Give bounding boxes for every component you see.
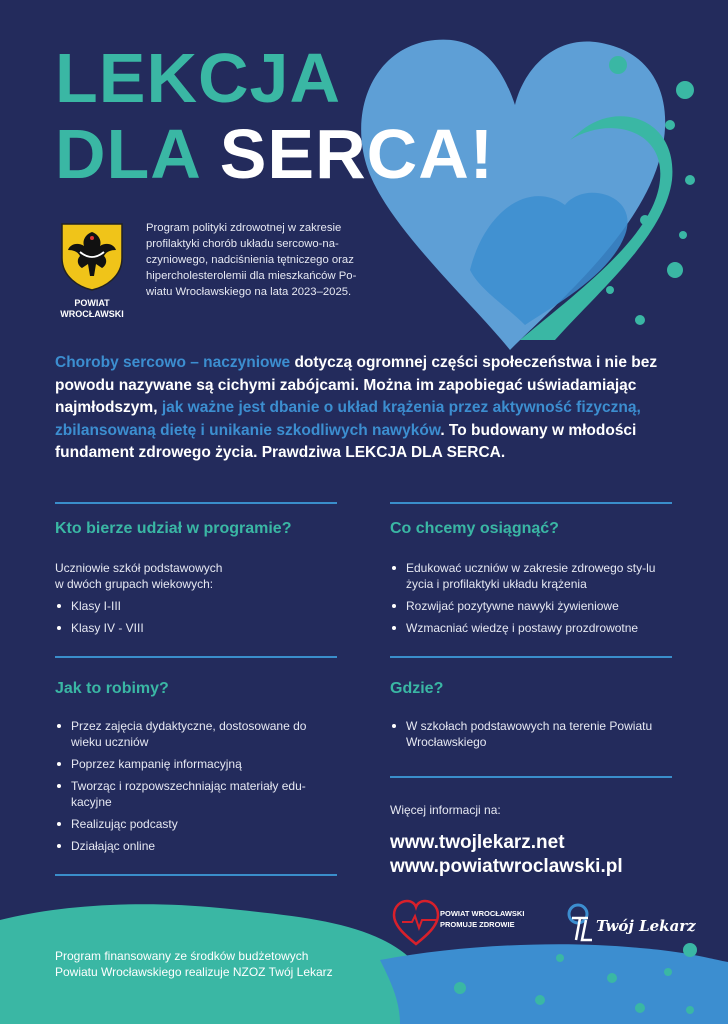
divider [55,874,337,876]
crest-label-line-2: WROCŁAWSKI [60,309,124,319]
divider [390,502,672,504]
title-serca: SERCA! [219,115,495,193]
who-text-line-1: Uczniowie szkół podstawowych [55,561,223,575]
list-item: Edukować uczniów w zakresie zdrowego sty-lu życia i profilaktyki układu krążenia [390,560,675,592]
program-description [146,220,386,300]
powiat-crest-icon [60,222,124,292]
list-item: Wzmacniać wiedzę i postawy prozdrowotne [390,620,675,636]
crest-label-line-1: POWIAT [74,298,110,308]
powiat-logo-line-2: PROMUJE ZDROWIE [440,920,515,929]
powiat-logo-line-1: POWIAT WROCŁAWSKI [440,909,525,918]
section-how-title: Jak to robimy? [55,680,169,697]
divider [390,776,672,778]
section-where-list [390,718,672,756]
program-desc-line: hipercholesterolemii dla mieszkańców Po- [146,270,357,282]
title-line-2 [55,116,494,192]
funding-line-1: Program finansowany ze środków budżetowych [55,949,309,963]
intro-paragraph [55,352,680,465]
intro-highlight-1: Choroby sercowo – naczyniowe [55,354,291,371]
list-item: Realizując podcasty [55,816,337,832]
twoj-lekarz-logo-icon [566,902,596,942]
list-item: Działając online [55,838,337,854]
list-item: W szkołach podstawowych na terenie Powiatu Wrocławskiego [390,718,672,750]
intro-text-1: dotyczą ogromnej części społeczeństwa i nie bez powodu nazywane są cichymi zabójcami. Można im zapobiegać uświadamiając najmłodszym, [55,354,658,417]
program-desc-line: profilaktyki chorób układu sercowo-na- [146,238,339,250]
intro-highlight-2: jak ważne jest dbanie o układ krążenia przez aktywność fizyczną, zbilansowaną dietę i unikanie szkodliwych nawyków [55,399,641,439]
who-text-line-2: w dwóch grupach wiekowych: [55,577,214,591]
divider [55,502,337,504]
funding-note [55,948,375,980]
website-link-powiat[interactable]: www.powiatwroclawski.pl [390,856,623,877]
divider [390,656,672,658]
list-item: Przez zajęcia dydaktyczne, dostosowane do wieku uczniów [55,718,337,750]
powiat-logo-text [440,908,524,930]
section-who-text [55,560,337,592]
funding-line-2: Powiatu Wrocławskiego realizuje NZOZ Twój Lekarz [55,965,333,979]
program-desc-line: czyniowego, nadciśnienia tętniczego oraz [146,254,354,266]
list-item: Poprzez kampanię informacyjną [55,756,337,772]
list-item: Klasy IV - VIII [55,620,337,636]
twoj-lekarz-logo-text: Twój Lekarz [596,917,696,935]
title-dla: DLA [55,115,200,193]
crest-label [52,298,132,320]
title-line-1: LEKCJA [55,39,342,117]
list-item: Tworząc i rozpowszechniając materiały edu-kacyjne [55,778,337,810]
program-desc-line: Program polityki zdrowotnej w zakresie [146,222,342,234]
section-who-title: Kto bierze udział w programie? [55,520,292,537]
section-who-list [55,598,337,642]
divider [55,656,337,658]
program-desc-line: wiatu Wrocławskiego na lata 2023–2025. [146,286,352,298]
list-item: Klasy I-III [55,598,337,614]
section-goals-list [390,560,675,642]
list-item: Rozwijać pozytywne nawyki żywieniowe [390,598,675,614]
more-info-label: Więcej informacji na: [390,803,501,817]
website-link-twojlekarz[interactable]: www.twojlekarz.net [390,832,565,853]
section-where-title: Gdzie? [390,680,444,697]
section-how-list [55,718,337,860]
intro-text-2: . To budowany w młodości fundament zdrowego życia. Prawdziwa LEKCJA DLA SERCA. [55,421,637,462]
section-goals-title: Co chcemy osiągnąć? [390,520,559,537]
